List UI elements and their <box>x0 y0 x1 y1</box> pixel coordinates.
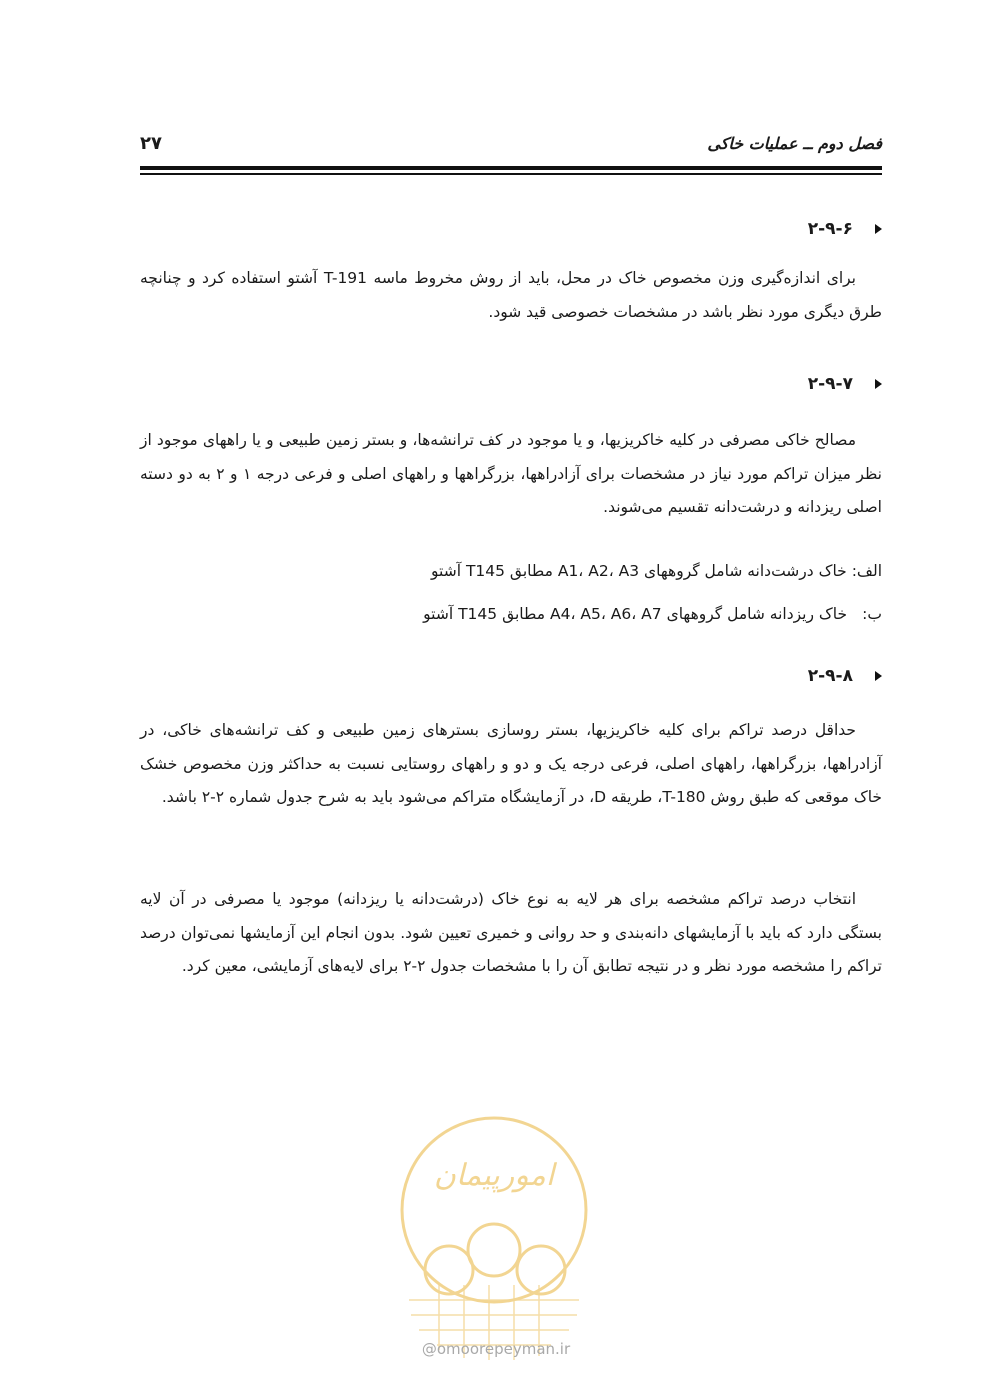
section-heading-2-9-8 <box>808 666 882 686</box>
section-heading-2-9-7 <box>808 374 882 394</box>
section-number: ۲-۹-۶ <box>807 219 853 239</box>
list-text: خاک درشت‌دانه شامل گروههای A1، A2، A3 مطابق T145 آشتو <box>431 562 847 580</box>
list-marker: ب: <box>862 605 882 623</box>
header-divider-thin <box>140 173 882 175</box>
list-marker: الف: <box>851 562 882 580</box>
page-number: ۲۷ <box>140 132 162 154</box>
paragraph: مصالح خاکی مصرفی در کلیه خاکریزیها، و یا موجود در کف ترانشه‌ها، و بستر زمین طبیعی و یا راههای موجود از نظر میزان تراکم مورد نیاز در مشخصات برای آزادراهها، بزرگراهها و راههای اصلی و فرعی درجه ۱ و ۲ به دو دسته اصلی ریزدانه و درشت‌دانه تقسیم می‌شوند. <box>140 431 882 516</box>
triangle-bullet-icon <box>875 671 882 681</box>
page-header <box>140 128 882 158</box>
chapter-title: فصل دوم ــ عملیات خاکی <box>707 133 882 153</box>
section-number: ۲-۹-۸ <box>807 666 853 686</box>
paragraph: انتخاب درصد تراکم مشخصه برای هر لایه به نوع خاک (درشت‌دانه یا ریزدانه) موجود یا مصرفی در آن لایه بستگی دارد که باید با آزمایشهای دانه‌بندی و حد روانی و خمیری تعیین شود. بدون انجام این آزمایشها نمی‌توان درصد تراکم را مشخصه مورد نظر و در نتیجه تطابق آن را با مشخصات جدول ۲-۲ برای لایه‌های آزمایشی، معین کرد. <box>140 890 882 975</box>
header-divider-thick <box>140 166 882 170</box>
watermark-url: @omoorepeyman.ir <box>421 1340 571 1358</box>
list-item <box>431 556 882 586</box>
watermark-logo-text: امورپیمان <box>433 1158 555 1193</box>
section-number: ۲-۹-۷ <box>807 374 853 394</box>
list-item <box>423 599 882 629</box>
section-heading-2-9-6 <box>808 219 882 239</box>
list-text: خاک ریزدانه شامل گروههای A4، A5، A6، A7 مطابق T145 آشتو <box>423 605 848 623</box>
paragraph: حداقل درصد تراکم برای کلیه خاکریزیها، بستر روسازی بسترهای زمین طبیعی و کف ترانشه‌های خاکی، در آزادراهها، بزرگراهها، راههای اصلی، فرعی درجه یک و دو و راههای روستایی نسبت به حداکثر وزن مخصوص خشک خاک موقعی که طبق روش T-180، طریقه D، در آزمایشگاه متراکم می‌شود باید به شرح جدول شماره ۲-۲ باشد. <box>140 721 882 806</box>
triangle-bullet-icon <box>875 224 882 234</box>
triangle-bullet-icon <box>875 379 882 389</box>
paragraph: برای اندازه‌گیری وزن مخصوص خاک در محل، باید از روش مخروط ماسه T-191 آشتو استفاده کرد و چنانچه طرق دیگری مورد نظر باشد در مشخصات خصوصی قید شود. <box>140 269 882 321</box>
